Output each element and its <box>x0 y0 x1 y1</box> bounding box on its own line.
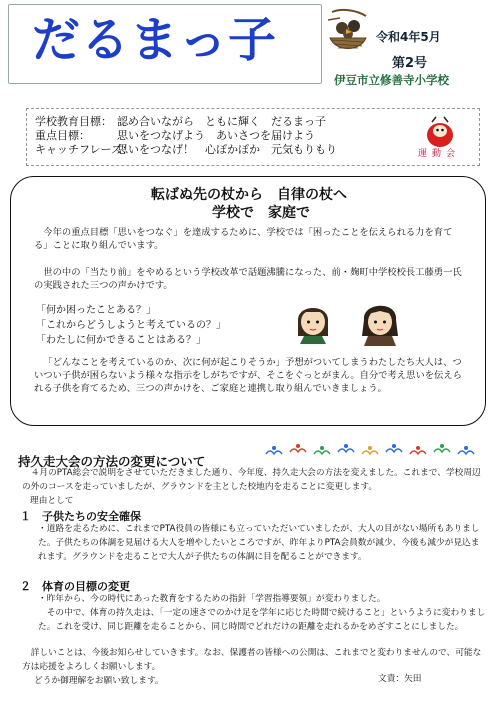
closing-paragraph: 詳しいことは、今後お知らせしていきます。なお、保護者の皆様への公開は、これまでと変わりませんので、可能な方は応援をよろしくお願いします。 <box>22 648 482 672</box>
point-2-body-b: その中で、体育の持久走は、「一定の速さでのかけ足を学年に応じた時間で続けること」というように変わりました。これを受け、同じ距離を走ることから、同じ時間でどれだけの距離を走れるかをめざすことにしました。 <box>38 608 486 632</box>
goal-value: 思いをつなげよう あいさつを届けよう <box>117 129 315 142</box>
goal-row <box>35 129 315 143</box>
quote-2: 「これからどうしようと考えているの？」 <box>36 320 226 331</box>
goal-value: 思いをつなげ！ 心ぽかぽか 元気もりもり <box>117 143 337 156</box>
school-name: 伊豆市立修善寺小学校 <box>334 73 449 87</box>
feature-heading-1: 転ばぬ先の杖から 自律の杖へ <box>151 187 347 203</box>
point-1-body: ・道路を走るために、これまでPTA役員の皆様にも立っていただいていましたが、大人の目がない場所もありました。子供たちの体調を見届ける大人を増やしたいところですが、昨年よりPTA会員数が減少、今後も減少が見込まれます。グラウンドを走ることで大人が子供たちの体調に目を配ることができます。 <box>38 524 480 562</box>
closing-request: どうか御理解をお願い致します。 <box>34 676 164 686</box>
reason-label: 理由として <box>30 496 74 506</box>
issue-date: 令和4年5月 <box>376 30 441 44</box>
goal-row <box>35 115 326 129</box>
newsletter-title: だるまっ子 <box>32 12 278 68</box>
feature-heading-2: 学校で 家庭で <box>212 205 310 221</box>
author-signature: 文責：矢田 <box>378 674 422 684</box>
feature-paragraph-3: 「どんなことを考えているのか、次に何が起こりそうか」予想がついてしまうわたしたち大人は、ついつい子供が困らないよう様々な指示をしがちですが、そこをぐっとがまん。自分で考え思いを伝えられる子供を育てるため、三つの声かけを、ご家庭と連携し取り組んでいきましょう。 <box>34 357 462 394</box>
feature-paragraph-2: 世の中の「当たり前」をやめるという学校改革で話題沸騰になった、前・麹町中学校校長工藤勇一氏の実践された三つの声かけです。 <box>34 267 462 291</box>
section-heading: 持久走大会の方法の変更について <box>18 454 206 469</box>
bird-nest-icon <box>326 8 370 54</box>
feature-paragraph-1: 今年の重点目標「思いをつなぐ」を達成するために、学校では「困ったことを伝えられる力を育てる」ことに取り組んでいます。 <box>34 227 453 251</box>
sports-day-badge: 運動会 <box>418 149 461 159</box>
point-1-title: １ 子供たちの安全確保 <box>20 510 141 523</box>
goal-row <box>35 143 337 157</box>
daruma-doll-icon <box>425 116 455 148</box>
boy-icon <box>356 296 404 346</box>
section-intro: ４月のPTA総会で説明をさせていただきました通り、今年度、持久走大会の方法を変えました。これまで、学校周辺の外のコースを走っていましたが、グラウンドを主とした校地内を走ることに変更します。 <box>22 468 481 492</box>
point-2-body-a: ・昨年から、今の時代にあった教育をするための指針「学習指導要領」が変わりました。 <box>38 594 386 604</box>
goal-label: 重点目標： <box>35 129 90 142</box>
quote-1: 「何か困ったことある？」 <box>36 305 156 316</box>
goal-value: 認め合いながら ともに輝く だるまっ子 <box>117 115 326 128</box>
issue-number: 第2号 <box>392 56 428 71</box>
quote-3: 「わたしに何かできることはある？」 <box>36 335 206 346</box>
birds-border-icon <box>262 440 484 462</box>
goal-label: 学校教育目標： <box>35 115 112 128</box>
girl-icon <box>290 298 336 344</box>
point-2-title: ２ 体育の目標の変更 <box>20 580 130 593</box>
school-goals-box <box>26 108 480 166</box>
goal-label: キャッチフレーズ： <box>35 143 134 156</box>
